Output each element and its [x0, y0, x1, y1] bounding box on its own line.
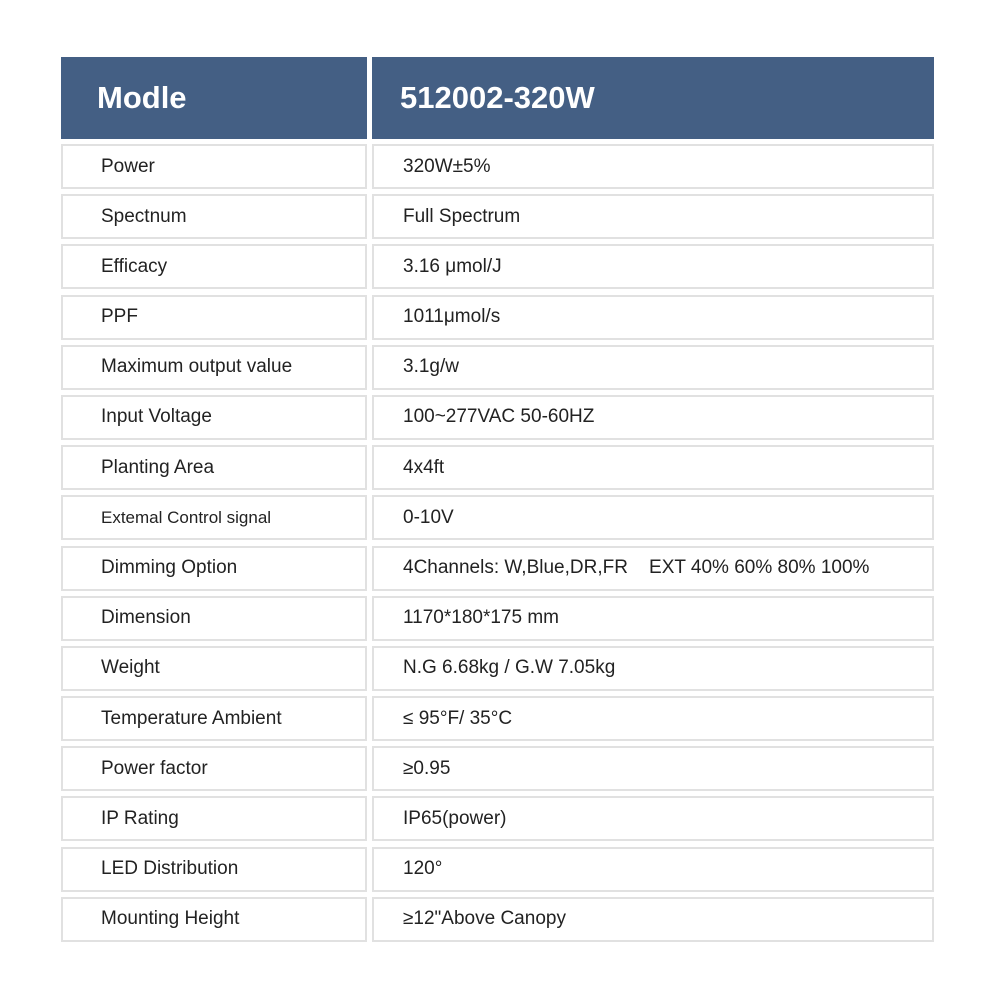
spec-label: Mounting Height: [61, 897, 367, 942]
spec-label: Planting Area: [61, 445, 367, 490]
table-row: [61, 796, 934, 841]
spec-value: 3.1g/w: [372, 345, 934, 390]
spec-label: Dimming Option: [61, 546, 367, 591]
spec-label: PPF: [61, 295, 367, 340]
spec-value: 4x4ft: [372, 445, 934, 490]
spec-label: Spectnum: [61, 194, 367, 239]
spec-label: Dimension: [61, 596, 367, 641]
table-row: [61, 596, 934, 641]
spec-label: Weight: [61, 646, 367, 691]
spec-value: N.G 6.68kg / G.W 7.05kg: [372, 646, 934, 691]
spec-value: 4Channels: W,Blue,DR,FR EXT 40% 60% 80% 100%: [372, 546, 934, 591]
spec-label: Input Voltage: [61, 395, 367, 440]
table-row: [61, 345, 934, 390]
table-row: [61, 696, 934, 741]
spec-value: 120°: [372, 847, 934, 892]
table-row: [61, 495, 934, 540]
table-row: [61, 295, 934, 340]
spec-value: 320W±5%: [372, 144, 934, 189]
spec-label: IP Rating: [61, 796, 367, 841]
header-model-value: 512002-320W: [372, 57, 934, 139]
table-row: [61, 445, 934, 490]
spec-value: ≥12"Above Canopy: [372, 897, 934, 942]
spec-value: ≤ 95°F/ 35°C: [372, 696, 934, 741]
table-row: [61, 646, 934, 691]
spec-label: Extemal Control signal: [61, 495, 367, 540]
table-row: [61, 244, 934, 289]
spec-label: LED Distribution: [61, 847, 367, 892]
header-label: Modle: [61, 57, 367, 139]
spec-table: [61, 57, 934, 947]
table-row: [61, 194, 934, 239]
table-row: [61, 897, 934, 942]
table-row: [61, 746, 934, 791]
spec-value: ≥0.95: [372, 746, 934, 791]
table-row: [61, 546, 934, 591]
spec-label: Power: [61, 144, 367, 189]
spec-value: 1011μmol/s: [372, 295, 934, 340]
spec-value: Full Spectrum: [372, 194, 934, 239]
spec-value: 0-10V: [372, 495, 934, 540]
spec-value: IP65(power): [372, 796, 934, 841]
spec-value: 1170*180*175 mm: [372, 596, 934, 641]
spec-value: 100~277VAC 50-60HZ: [372, 395, 934, 440]
table-row: [61, 847, 934, 892]
spec-label: Efficacy: [61, 244, 367, 289]
table-header-row: [61, 57, 934, 139]
spec-label: Temperature Ambient: [61, 696, 367, 741]
spec-label: Power factor: [61, 746, 367, 791]
table-row: [61, 144, 934, 189]
spec-value: 3.16 μmol/J: [372, 244, 934, 289]
table-row: [61, 395, 934, 440]
spec-label: Maximum output value: [61, 345, 367, 390]
